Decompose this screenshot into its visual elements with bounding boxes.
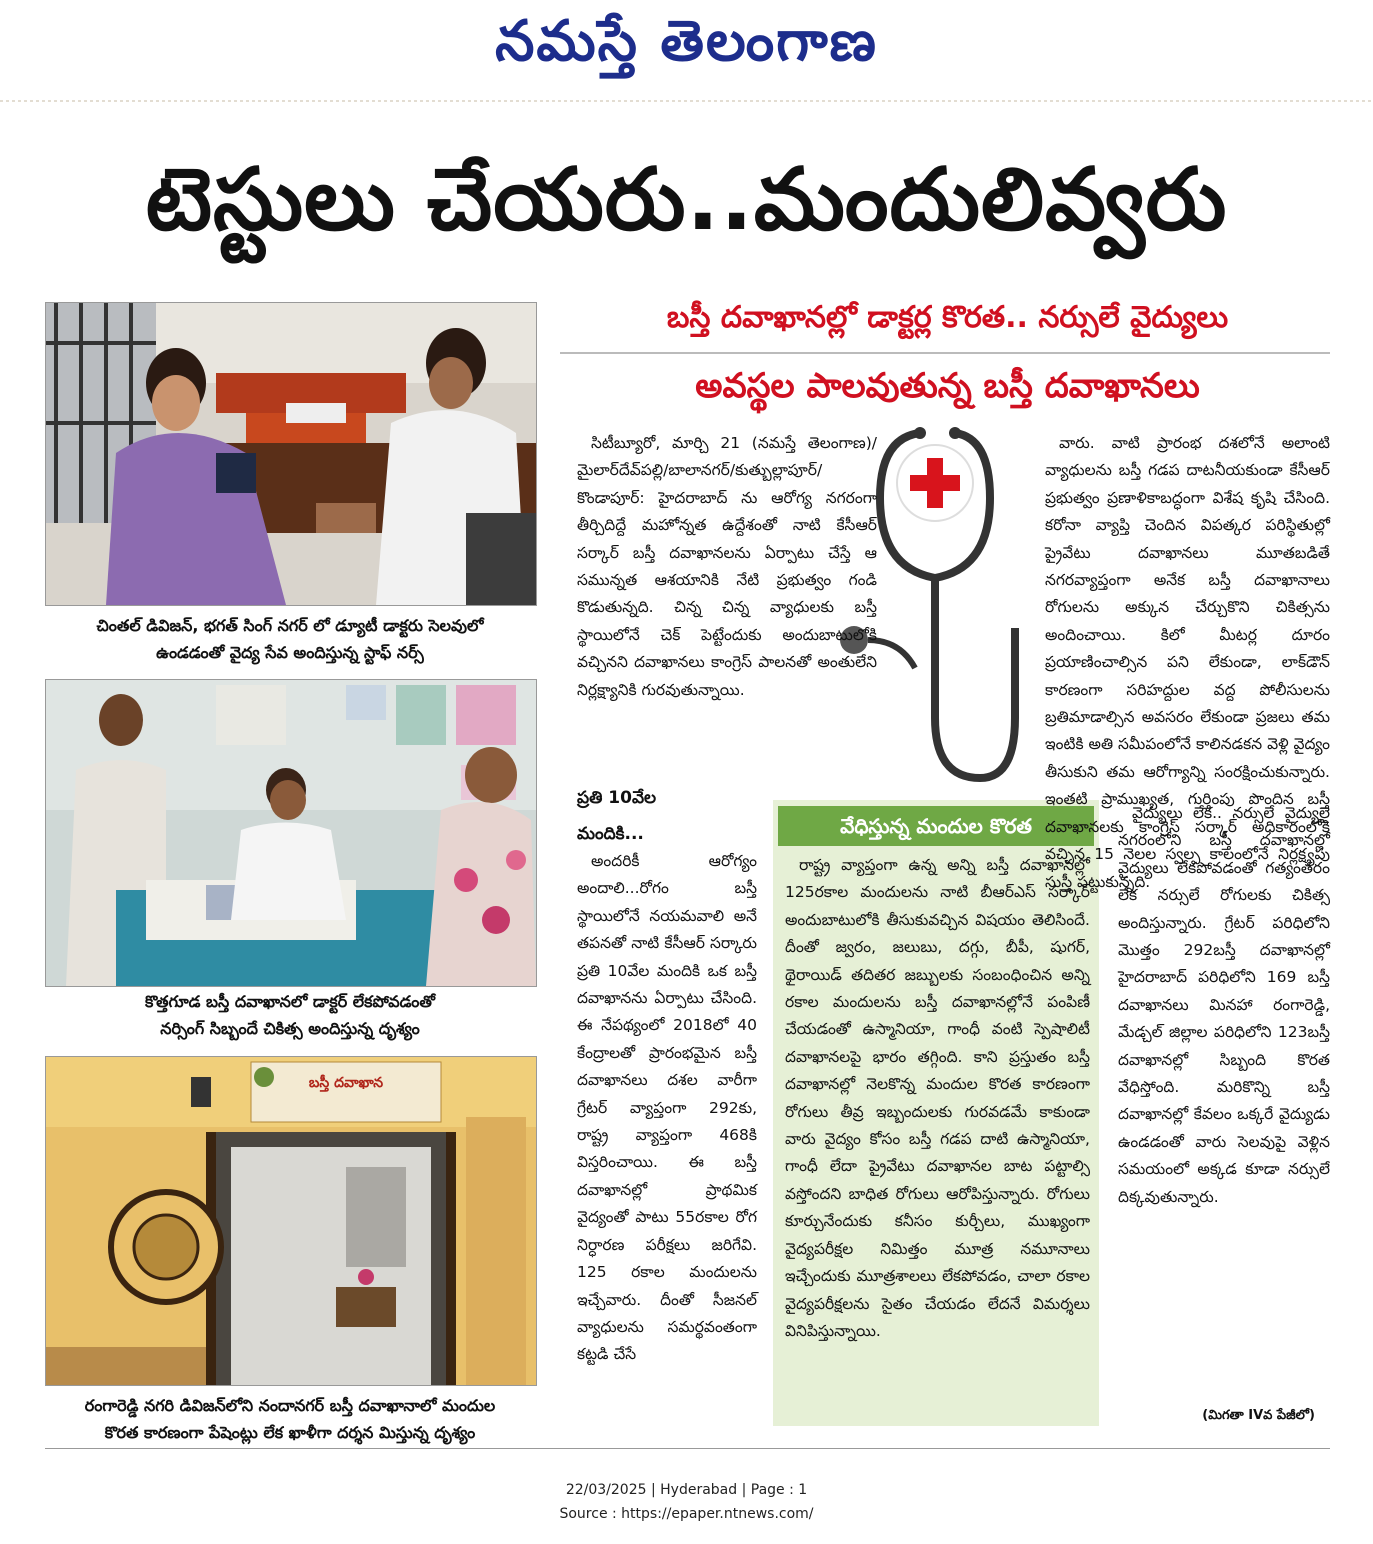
article-intro: సిటీబ్యూరో, మార్చి 21 (నమస్తే తెలంగాణ)/మైలార్‌దేవ్‌పల్లి/బాలానగర్/కుత్బుల్లాపూర్/ కొండాపూర్: హైదరాబాద్ ను ఆరోగ్య నగరంగా తీర్చిదిద్దే మహోన్నత ఉద్దేశంతో నాటి కేసీఆర్ సర్కార్ బస్తీ దవాఖానలను ఏర్పాటు చేస్తే ఆ సమున్నత ఆశయానికి నేటి ప్రభుత్వం గండి కొడుతున్నది. చిన్న చిన్న వ్యాధులకు బస్తీ స్థాయిలోనే చెక్ పెట్టేందుకు అందుబాటులోకి వచ్చినని దవాఖానలు కాంగ్రెస్ పాలనతో అంతులేని నిర్లక్ష్యానికి గురవుతున్నాయి. <box>577 434 877 699</box>
article-body-col3-bottom: వైద్యులు లేక.. నర్సులే వైద్యులై నగరంలోని బస్తీ దవాఖానల్లో వైద్యులు లేకపోవడంతో గత్యంతరం లేక నర్సులే రోగులకు చికిత్స అందిస్తున్నారు. గ్రేటర్ పరిధిలోని మొత్తం 292బస్తీ దవాఖానల్లో హైదరాబాద్ పరిధిలోని 169 బస్తీ దవాఖానలు మినహా రంగారెడ్డి, మేడ్చల్ జిల్లాల పరిధిలోని 123బస్తీ దవాఖానల్లో సిబ్బంది కొరత వేధిస్తోంది. మరికొన్ని బస్తీ దవాఖానల్లో కేవలం ఒక్కరే వైద్యుడు ఉండడంతో వారు సెలవుపై వెళ్లిన సమయంలో అక్కడ కూడా నర్సులే దిక్కవుతున్నారు. <box>1118 804 1330 1206</box>
main-headline: టెస్టులు చేయరు..మందులివ్వరు <box>145 150 1228 250</box>
article-body-col3-top: వారు. వాటి ప్రారంభ దశలోనే అలాంటి వ్యాధులను బస్తీ గడప దాటనీయకుండా కేసీఆర్ ప్రభుత్వం ప్రణాళికాబద్ధంగా విశేష కృషి చేసింది. కరోనా వ్యాప్తి చెందిన విపత్కర పరిస్థితుల్లో ప్రైవేటు దవాఖానలు మూతబడితే నగరవ్యాప్తంగా అనేక బస్తీ దవాఖానాలు రోగులను అక్కున చేర్చుకొని చికిత్సను అందించాయి. కిలో మీటర్ల దూరం ప్రయాణించాల్సిన పని లేకుండా, లాక్‌డౌన్ కారణంగా సరిహద్దుల వద్ద పోలీసులను బ్రతిమాడాల్సిన అవసరం లేకుండా ప్రజలు తమ ఇంటికి అతి సమీపంలోనే కాలినడకన వెళ్లి వైద్యం తీసుకుని తమ ఆరోగ్యాన్ని సంరక్షించుకున్నారు. ఇంతటి ప్రాముఖ్యత, గుర్తింపు పొందిన బస్తీ దవాఖానలకు కాంగ్రెస్ సర్కార్ అధికారంలోకి వచ్చిన 15 నెలల స్వల్ప కాలంలోనే నిర్లక్ష్యపు సుస్తీ పట్టుకున్నది. <box>1045 434 1330 891</box>
sidebar-box-text: రాష్ట్ర వ్యాప్తంగా ఉన్న అన్ని బస్తీ దవాఖానల్లో 125రకాల మందులను నాటి బీఆర్ఎస్ సర్కార్ అందుబాటులోకి తీసుకువచ్చిన విషయం తెలిసిందే. దీంతో జ్వరం, జలుబు, దగ్గు, బీపీ, షుగర్, థైరాయిడ్ తదితర జబ్బులకు సంబంధించిన అన్ని రకాల మందులను బస్తీ దవాఖానల్లోనే పంపిణీ చేయడంతో ఉస్మానియా, గాంధీ వంటి స్పెషాలిటీ దవాఖానలపై భారం తగ్గింది. కాని ప్రస్తుతం బస్తీ దవాఖానల్లో నెలకొన్న మందుల కొరత కారణంగా రోగులు తీవ్ర ఇబ్బందులకు గురవడమే కాకుండా వారు వైద్యం కోసం బస్తీ గడప దాటి ఉస్మానియా, గాంధీ లేదా ప్రైవేటు దవాఖానల బాట పట్టాల్సి వస్తోందని బాధిత రోగులు ఆరోపిస్తున్నారు. రోగులు కూర్చునేందుకు కనీసం కుర్చీలు, ముఖ్యంగా వైద్యపరీక్షల నిమిత్తం మూత్ర నమూనాలు ఇచ్చేందుకు మూత్రశాలలు లేకపోవడం, చాలా రకాల వైద్యపరీక్షలను సైతం చేయడం లేదనే విమర్శలు వినిపిస్తున్నాయి. <box>785 856 1090 1340</box>
photo-caption-3-line2: కొరత కారణంగా పేషెంట్లు లేక ఖాళీగా దర్శన మిస్తున్న దృశ్యం <box>104 1423 476 1442</box>
photo-caption-1-line2: ఉండడంతో వైద్య సేవ అందిస్తున్న స్టాఫ్ నర్స్ <box>156 643 424 662</box>
subheadline-doctor-shortage: బస్తీ దవాఖానల్లో డాక్టర్ల కొరత.. నర్సులే వైద్యులు <box>666 300 1229 335</box>
footer-date-edition: 22/03/2025 | Hyderabad | Page : 1 <box>565 1482 808 1498</box>
photo-nursing-staff <box>45 679 537 987</box>
section-head-per-10k: ప్రతి 10వేల మందికి... <box>577 788 657 844</box>
continued-note: (మిగతా IVవ పేజీలో) <box>1202 1408 1315 1423</box>
bottom-divider <box>45 1448 1330 1449</box>
sidebar-box-title: వేధిస్తున్న మందుల కొరత <box>778 806 1094 846</box>
photo-nurse-bp <box>45 302 537 606</box>
photo-caption-3-line1: రంగారెడ్డి నగరి డివిజన్‌లోని నందానగర్ బస్తీ దవాఖానాలో మందుల <box>84 1396 496 1415</box>
masthead-divider <box>0 100 1373 102</box>
photo-caption-1-line1: చింతల్ డివిజన్, భగత్ సింగ్ నగర్ లో డ్యూటీ డాక్టరు సెలవులో <box>96 616 484 635</box>
subheadline-divider <box>560 352 1330 354</box>
subheadline-struggling-clinics: అవస్థల పాలవుతున్న బస్తీ దవాఖానలు <box>695 366 1200 406</box>
article-body-col1: అందరికీ ఆరోగ్యం అందాలి...రోగం బస్తీ స్థాయిలోనే నయమవాలి అనే తపనతో నాటి కేసీఆర్ సర్కారు ప్రతి 10వేల మందికి ఒక బస్తీ దవాఖానను ఏర్పాటు చేసింది. ఈ నేపథ్యంలో 2018లో 40 కేంద్రాలతో ప్రారంభమైన బస్తీ దవాఖానలు దశల వారీగా గ్రేటర్ వ్యాప్తంగా 292కు, రాష్ట్ర వ్యాప్తంగా 468కి విస్తరించాయి. ఈ బస్తీ దవాఖానల్లో ప్రాథమిక వైద్యంతో పాటు 55రకాల రోగ నిర్ధారణ పరీక్షలు జరిగేవి. 125 రకాల మందులను ఇచ్చేవారు. దీంతో సీజనల్ వ్యాధులను సమర్థవంతంగా కట్టడి చేసే <box>577 852 757 1364</box>
newspaper-masthead: నమస్తే తెలంగాణ <box>495 8 878 74</box>
photo-empty-dawakhana <box>45 1056 537 1386</box>
photo-caption-2-line1: కొత్తగూడ బస్తీ దవాఖానలో డాక్టర్ లేకపోవడంతో <box>145 992 435 1011</box>
sign-board-text: బస్తీ దవాఖాన <box>308 1075 384 1091</box>
footer-source: Source : https://epaper.ntnews.com/ <box>559 1506 814 1522</box>
photo-caption-2-line2: నర్సింగ్ సిబ్బందే చికిత్స అందిస్తున్న దృశ్యం <box>160 1019 420 1038</box>
